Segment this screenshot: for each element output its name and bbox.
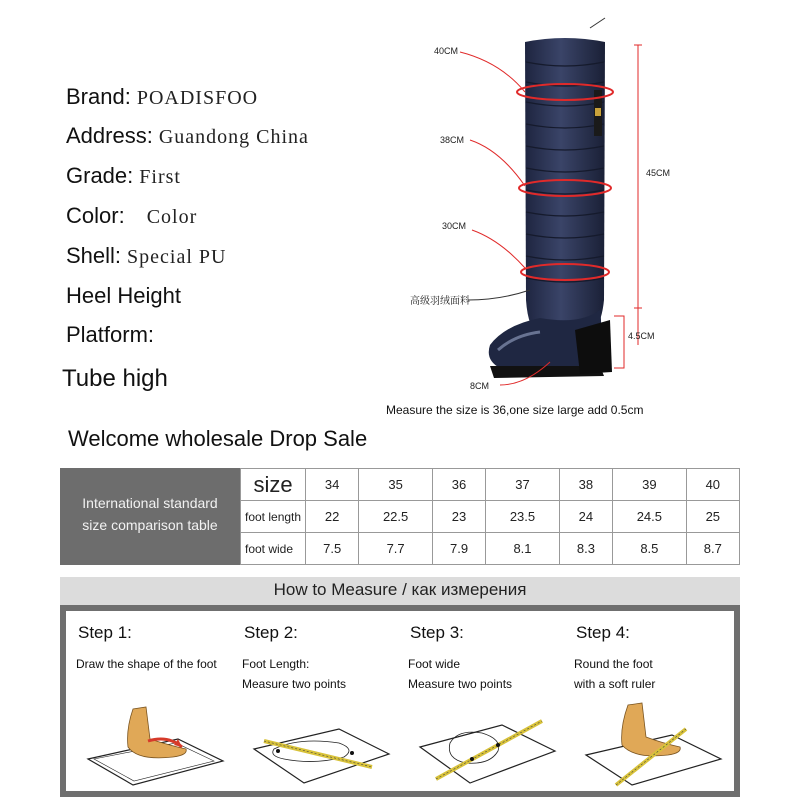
spec-heel-height — [66, 283, 181, 309]
table-cell: 7.5 — [306, 533, 359, 565]
step-description — [76, 654, 217, 674]
spec-grade-value: First — [139, 166, 181, 188]
foot-outline-illustration — [78, 699, 228, 789]
table-cell: 23.5 — [486, 501, 560, 533]
boot-shaft — [525, 38, 605, 335]
size-table-label-line1: International standard — [82, 495, 218, 511]
step-line: Measure two points — [242, 677, 347, 691]
table-row — [241, 533, 740, 565]
table-cell: 37 — [486, 469, 560, 501]
spec-platform-label: Platform: — [66, 322, 155, 347]
step-description — [408, 654, 512, 694]
size-table — [60, 468, 740, 565]
table-cell: 36 — [432, 469, 485, 501]
spec-color-label: Color: — [66, 203, 125, 228]
spec-shell-value: Special PU — [127, 246, 227, 268]
boot-diagram — [390, 0, 800, 400]
step-2 — [238, 611, 406, 791]
spec-grade — [66, 163, 181, 190]
label-material: 高级羽绒面料 — [410, 296, 470, 307]
row-header: size — [241, 469, 306, 501]
spec-brand-value: POADISFOO — [136, 87, 259, 109]
spec-brand-label: Brand: — [66, 84, 131, 109]
table-cell: 22.5 — [359, 501, 433, 533]
size-grid — [240, 468, 740, 565]
spec-color-value: Color — [146, 206, 198, 228]
label-low-circ: 30CM — [442, 221, 467, 231]
step-3 — [404, 611, 572, 791]
table-cell: 8.1 — [486, 533, 560, 565]
table-cell: 8.7 — [686, 533, 739, 565]
welcome-heading: Welcome wholesale Drop Sale — [68, 426, 368, 451]
spec-shell-label: Shell: — [66, 243, 122, 268]
step-title: Step 2: — [244, 623, 298, 642]
label-height: 45CM — [646, 168, 671, 178]
table-cell: 35 — [359, 469, 433, 501]
label-heel: 4.5CM — [628, 331, 655, 341]
row-header: foot wide — [241, 533, 306, 565]
table-cell: 8.5 — [613, 533, 687, 565]
step-description — [242, 654, 346, 694]
table-cell: 7.7 — [359, 533, 433, 565]
table-cell: 24.5 — [613, 501, 687, 533]
table-cell: 23 — [432, 501, 485, 533]
foot-circumference-illustration — [576, 699, 726, 789]
label-mid-circ: 38CM — [440, 135, 465, 145]
step-line: Foot wide — [408, 657, 461, 671]
how-to-measure — [60, 577, 740, 797]
step-1 — [72, 611, 240, 791]
foot-length-illustration — [244, 699, 394, 789]
table-row — [241, 501, 740, 533]
step-line: Draw the shape of the foot — [76, 657, 217, 671]
label-top-circ: 40CM — [434, 46, 459, 56]
steps-panel — [60, 605, 740, 797]
table-cell: 40 — [686, 469, 739, 501]
spec-color — [66, 203, 197, 230]
table-cell: 8.3 — [559, 533, 612, 565]
size-table-label-line2: size comparison table — [82, 517, 218, 533]
table-cell: 25 — [686, 501, 739, 533]
table-cell: 38 — [559, 469, 612, 501]
foot-width-illustration — [410, 699, 560, 789]
spec-tube-high-label: Tube high — [62, 365, 168, 392]
table-cell: 24 — [559, 501, 612, 533]
size-table-label — [60, 468, 240, 565]
spec-shell — [66, 243, 226, 270]
step-4 — [570, 611, 738, 791]
step-title: Step 3: — [410, 623, 464, 642]
step-title: Step 4: — [576, 623, 630, 642]
step-line: with a soft ruler — [574, 677, 656, 691]
spec-tube-high — [62, 366, 168, 392]
step-description — [574, 654, 655, 694]
table-cell: 34 — [306, 469, 359, 501]
measure-note: Measure the size is 36,one size large add 0.5cm — [386, 403, 644, 417]
step-title: Step 1: — [78, 623, 132, 642]
row-header: foot length — [241, 501, 306, 533]
step-line: Measure two points — [408, 677, 513, 691]
spec-platform — [66, 322, 154, 348]
step-line: Foot Length: — [242, 657, 310, 671]
spec-address-value: Guandong China — [158, 126, 309, 148]
spec-heel-height-label: Heel Height — [66, 283, 181, 308]
table-row — [241, 469, 740, 501]
how-to-measure-title: How to Measure / как измерения — [60, 577, 740, 605]
step-line: Round the foot — [574, 657, 653, 671]
spec-address-label: Address: — [66, 123, 153, 148]
table-cell: 22 — [306, 501, 359, 533]
spec-brand — [66, 84, 258, 111]
table-cell: 39 — [613, 469, 687, 501]
spec-address — [66, 123, 309, 150]
boot-illustration — [390, 0, 800, 400]
table-cell: 7.9 — [432, 533, 485, 565]
label-sole: 8CM — [470, 381, 490, 391]
spec-grade-label: Grade: — [66, 163, 134, 188]
